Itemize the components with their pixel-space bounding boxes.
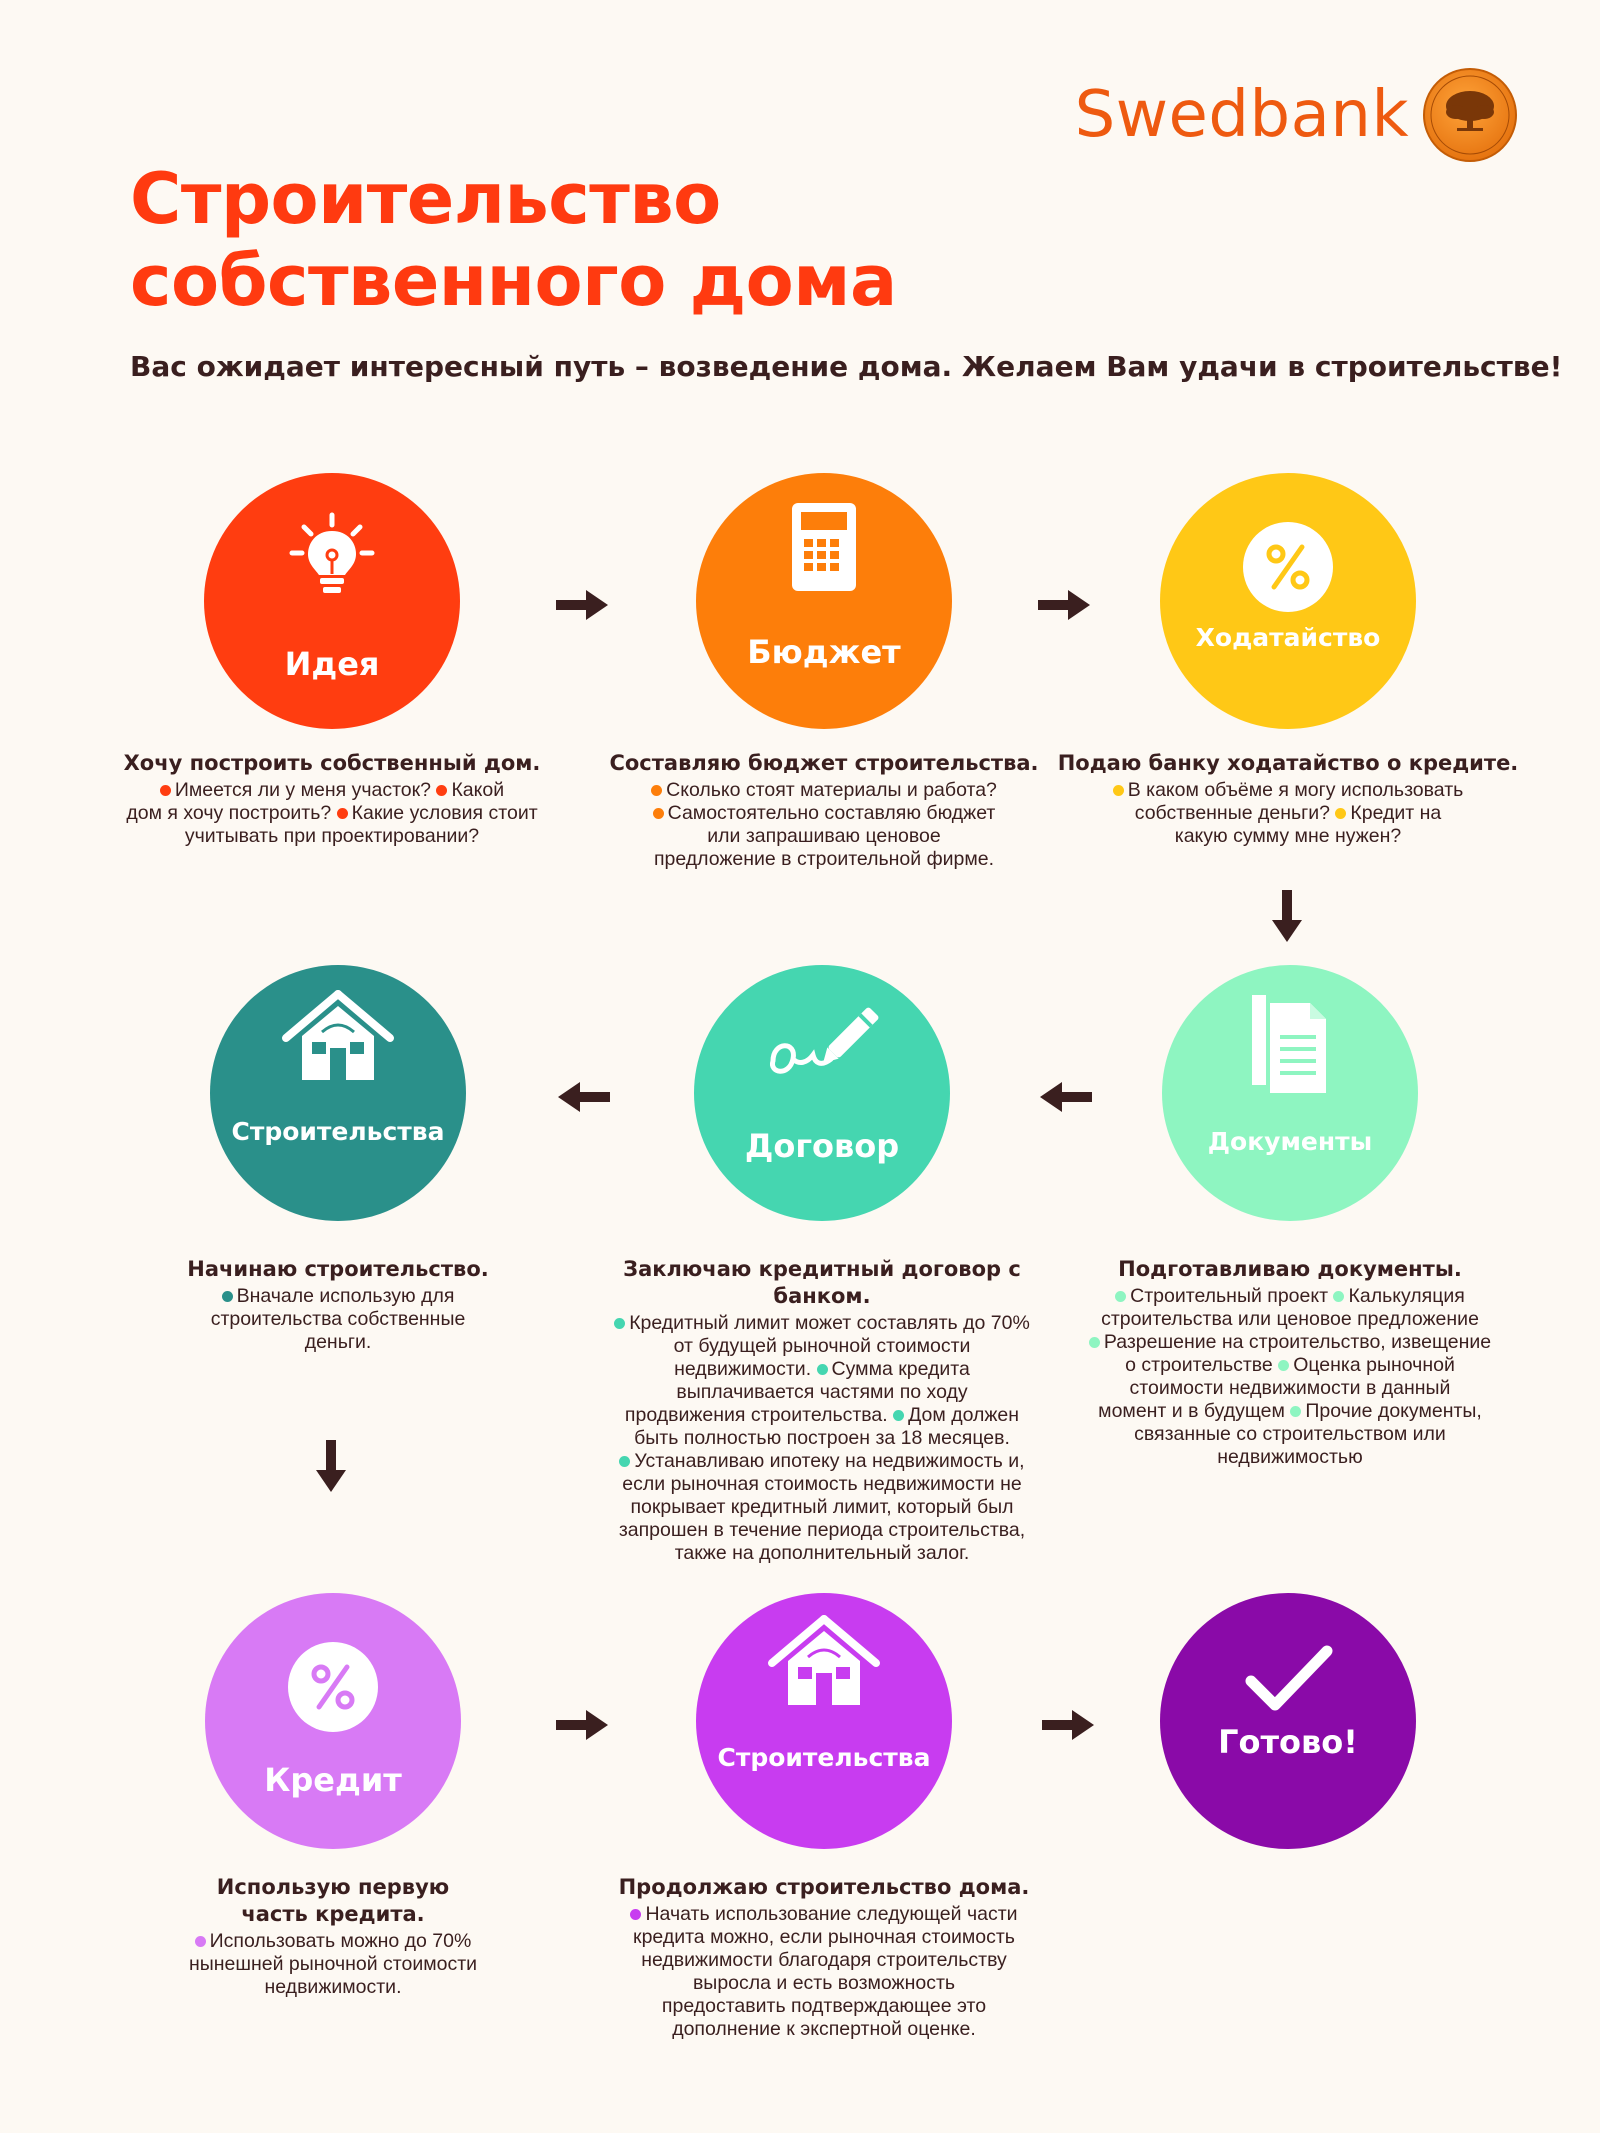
step-description	[584, 1874, 1064, 2041]
step-circle	[204, 473, 460, 729]
step-details: Вначале использую для строительства собственные деньги.	[210, 1285, 466, 1353]
bullet-dot-icon	[817, 1364, 828, 1375]
step-label: Строительства	[717, 1743, 931, 1772]
swedbank-oak-seal-icon	[1423, 68, 1517, 162]
lightbulb-icon	[284, 511, 380, 606]
step-description	[128, 1256, 548, 1354]
arrow-right-icon	[556, 590, 608, 625]
bullet-dot-icon	[195, 1936, 206, 1947]
page-title	[130, 158, 897, 322]
brand-name: Swedbank	[1074, 78, 1409, 152]
bullet-dot-icon	[337, 808, 348, 819]
step-label: Договор	[744, 1127, 900, 1165]
title-line-1: Строительство	[130, 158, 721, 240]
step-heading: Составляю бюджет строительства.	[609, 751, 1039, 775]
step-details: Имеется ли у меня участок? Какой дом я хочу построить? Какие условия стоит учитывать при проектировании?	[126, 779, 538, 847]
arrow-left-icon	[1040, 1082, 1092, 1117]
step-circle	[1160, 473, 1416, 729]
step-circle	[696, 1593, 952, 1849]
bullet-dot-icon	[653, 808, 664, 819]
bullet-dot-icon	[222, 1291, 233, 1302]
bullet-dot-icon	[160, 785, 171, 796]
percent-icon	[287, 1641, 379, 1738]
calculator-icon	[790, 501, 858, 598]
title-line-2: собственного дома	[130, 240, 897, 322]
step-description	[123, 1874, 543, 1999]
step-details: Сколько стоят материалы и работа? Самостоятельно составляю бюджет или запрашиваю ценовое предложение в строительной фирме.	[589, 779, 1059, 871]
bullet-dot-icon	[1115, 1291, 1126, 1302]
step-label: Идея	[284, 645, 380, 683]
step-circle	[1162, 965, 1418, 1221]
step-description	[589, 750, 1059, 871]
arrow-down-icon	[316, 1440, 346, 1497]
step-details: Кредитный лимит может составлять до 70% от будущей рыночной стоимости недвижимости. Сумма кредита выплачивается частями по ходу продвижения строительства. Дом должен быть полностью построен за 18 месяцев. Устанавливаю ипотеку на недвижимость и, если рыночная стоимость недвижимости не покрывает кредитный лимит, который был запрошен в течение периода строительства, также на дополнительный залог.	[582, 1312, 1062, 1565]
bullet-dot-icon	[651, 785, 662, 796]
arrow-right-icon	[1042, 1710, 1094, 1745]
bullet-dot-icon	[436, 785, 447, 796]
step-details: Использовать можно до 70% нынешней рыночной стоимости недвижимости.	[188, 1930, 478, 1998]
bullet-dot-icon	[1333, 1291, 1344, 1302]
step-heading: Подаю банку ходатайство о кредите.	[1057, 751, 1519, 775]
bullet-dot-icon	[1113, 785, 1124, 796]
signature-pen-icon	[763, 1001, 881, 1098]
step-details: В каком объёме я могу использовать собственные деньги? Кредит на какую сумму мне нужен?	[1053, 779, 1523, 848]
step-description	[97, 750, 567, 848]
arrow-down-icon	[1272, 890, 1302, 947]
documents-icon	[1250, 993, 1330, 1102]
step-heading: Заключаю кредитный договор с банком.	[623, 1257, 1021, 1308]
arrow-right-icon	[1038, 590, 1090, 625]
step-details: Строительный проект Калькуляция строительства или ценовое предложение Разрешение на строительство, извещение о строительстве Оценка рыночной стоимости недвижимости в данный момент и в будущем Прочие документы, связанные со строительством или недвижимостью	[1050, 1285, 1530, 1469]
percent-icon	[1242, 521, 1334, 618]
step-heading: Хочу построить собственный дом.	[123, 751, 541, 775]
step-label: Документы	[1207, 1127, 1373, 1156]
step-heading: Использую первую часть кредита.	[216, 1875, 450, 1926]
bullet-dot-icon	[1089, 1337, 1100, 1348]
step-heading: Подготавливаю документы.	[1118, 1257, 1462, 1281]
checkmark-icon	[1243, 1643, 1333, 1720]
step-circle	[210, 965, 466, 1221]
step-details: Начать использование следующей части кредита можно, если рыночная стоимость недвижимости благодаря строительству выросла и есть возможность предоставить подтверждающее это дополнение к экспертной оценке.	[584, 1903, 1064, 2041]
bullet-dot-icon	[619, 1456, 630, 1467]
step-circle	[694, 965, 950, 1221]
arrow-right-icon	[556, 1710, 608, 1745]
step-label: Готово!	[1218, 1723, 1358, 1761]
arrow-left-icon	[558, 1082, 610, 1117]
bullet-dot-icon	[614, 1318, 625, 1329]
step-description	[1053, 750, 1523, 848]
bullet-dot-icon	[893, 1410, 904, 1421]
step-description	[582, 1256, 1062, 1565]
step-description	[1050, 1256, 1530, 1469]
bullet-dot-icon	[630, 1909, 641, 1920]
step-circle	[205, 1593, 461, 1849]
bullet-dot-icon	[1290, 1406, 1301, 1417]
house-icon	[768, 1613, 880, 1712]
step-label: Строительства	[231, 1117, 445, 1146]
step-label: Кредит	[264, 1761, 402, 1799]
step-heading: Начинаю строительство.	[187, 1257, 489, 1281]
house-icon	[282, 988, 394, 1087]
step-circle	[1160, 1593, 1416, 1849]
step-heading: Продолжаю строительство дома.	[618, 1875, 1030, 1899]
step-circle	[696, 473, 952, 729]
step-label: Ходатайство	[1195, 623, 1381, 652]
bullet-dot-icon	[1278, 1360, 1289, 1371]
bullet-dot-icon	[1335, 808, 1346, 819]
page-subtitle: Вас ожидает интересный путь – возведение дома. Желаем Вам удачи в строительстве!	[130, 350, 1563, 383]
step-label: Бюджет	[747, 633, 901, 671]
swedbank-logo	[1075, 68, 1517, 162]
